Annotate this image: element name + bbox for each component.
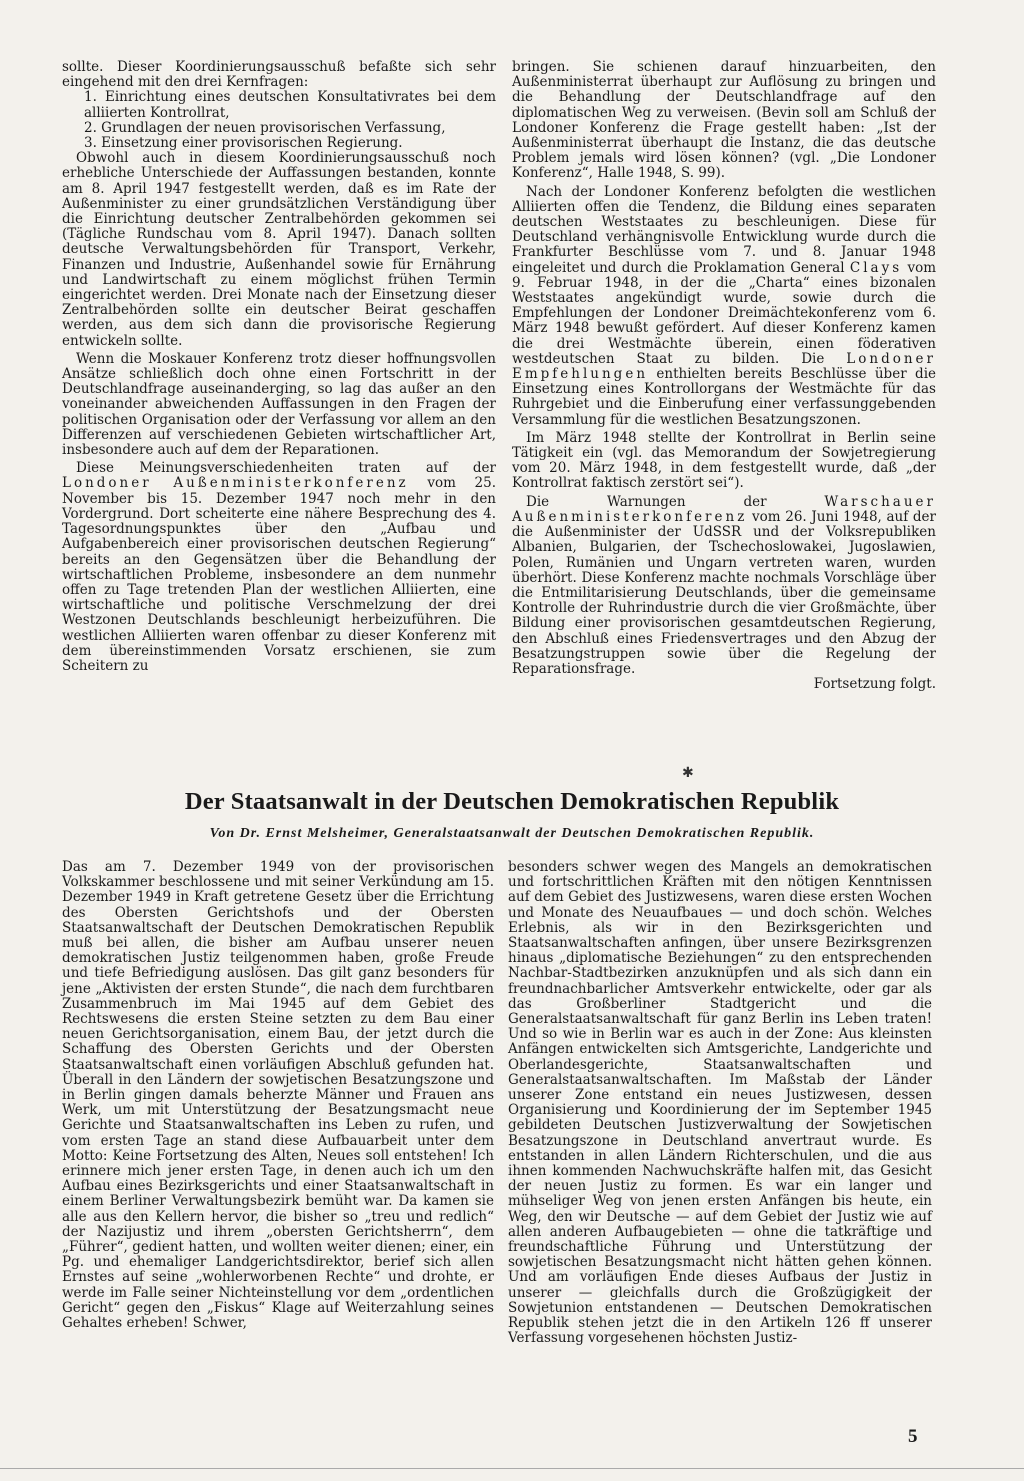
page-number: 5 bbox=[908, 1426, 918, 1447]
paragraph bbox=[62, 461, 496, 674]
ornament-mark: ✱ bbox=[682, 765, 694, 781]
text-run: enthielten bereits Beschlüsse über die Einsetzung eines Kontrollorgans der Westmächte für das Ruhrgebiet und die Einberufung einer verfassunggebenden Versammlung für die westlichen Besatzungszonen. bbox=[512, 366, 936, 428]
spaced-emphasis: Londoner Empfehlungen bbox=[512, 350, 936, 383]
spaced-emphasis: Warschauer Außenministerkonferenz bbox=[512, 493, 936, 525]
spaced-emphasis: Londoner Außenministerkonferenz bbox=[62, 475, 409, 492]
article-byline: Von Dr. Ernst Melsheimer, Generalstaatsanwalt der Deutschen Demokratischen Republik. bbox=[209, 826, 815, 841]
article-title: Der Staatsanwalt in der Deutschen Demokratischen Republik bbox=[184, 788, 840, 815]
text-run: vom 26. Juni 1948, auf der die Außenminister der UdSSR und der Volksrepubliken Albanien, Bulgarien, der Tschechoslowakei, Jugoslawien, Polen, Rumänien und Ungarn vertreten waren, wurden überhört. Diese Konferenz machte nochmals Vorschläge über die Entmilitarisierung Deutschlands, über die gemeinsame Kontrolle der Ruhrindustrie durch die vier Großmächte, über Bildung einer provisorischen gesamtdeutschen Regierung, den Abschluß eines Friedensvertrages und den Abzug der Besatzungstruppen sowie über die Regelung der Reparationsfrage. bbox=[512, 508, 936, 677]
paragraph: sollte. Dieser Koordinierungsausschuß befaßte sich sehr eingehend mit den drei Kernfragen: bbox=[62, 59, 496, 91]
paragraph: Wenn die Moskauer Konferenz trotz dieser hoffnungsvollen Ansätze schließlich doch ohne einen Fortschritt in der Deutschlandfrage auseinanderging, so lag das außer an den voneinander abweichenden Auffassungen in den Fragen der politischen Organisation oder der Verfassung vor allem an den Differenzen auf verschiedenen Gebieten wirtschaftlicher Art, insbesondere auch auf dem der Reparationen. bbox=[62, 350, 496, 459]
list-item: 3. Einsetzung einer provisorischen Regierung. bbox=[84, 135, 403, 152]
text-run: vom 9. Februar 1948, in der die „Charta“ eines bizonalen Weststaates angekündigt wurde, sowie durch die Empfehlungen der Londoner Dreimächtekonferenz vom 6. März 1948 bewußt gefördert. Auf dieser Konferenz kamen die drei Westmächte überein, einen föderativen westdeutschen Staat zu bilden. Die bbox=[512, 259, 937, 367]
paragraph: bringen. Sie schienen darauf hinzuarbeiten, den Außenministerrat überhaupt zur Auflösung zu bringen und die Behandlung der Deutschlandfrage auf den diplomatischen Weg zu verweisen. (Bevin soll am Schluß der Londoner Konferenz die Frage gestellt haben: „Ist der Außenministerrat überhaupt die Instanz, die das deutsche Problem jemals wird lösen können? (vgl. „Die Londoner Konferenz“, Halle 1948, S. 99). bbox=[512, 59, 936, 182]
text-run: vom 25. November bis 15. Dezember 1947 noch mehr in den Vordergrund. Dort scheiterte eine nähere Besprechung des 4. Tagesordnungspunktes über den „Aufbau und Aufgabenbereich einer provisorischen deutschen Regierung“ bereits an den Gegensätzen über die Behandlung der wirtschaftlichen Probleme, insbesondere an dem nunmehr offen zu Tage tretenden Plan der westlichen Alliierten, eine wirtschaftliche und politische Verschmelzung der drei Westzonen Deutschlands beschleunigt herbeizuführen. Die westlichen Alliierten waren offenbar zu dieser Konferenz mit dem übereinstimmenden Vorsatz erschienen, sie zum Scheitern zu bbox=[62, 475, 496, 674]
previous-article-column-right bbox=[512, 60, 936, 692]
text-run: Diese Meinungsverschiedenheiten traten auf der bbox=[76, 460, 496, 477]
paragraph: Im März 1948 stellte der Kontrollrat in Berlin seine Tätigkeit ein (vgl. das Memorandum der Sowjetregierung vom 20. März 1948, in dem festgestellt wurde, daß „der Kontrollrat faktisch zerstört sei“). bbox=[512, 429, 936, 492]
article-column-right bbox=[508, 860, 932, 1347]
bottom-rule bbox=[0, 1468, 1024, 1469]
list-item: 2. Grundlagen der neuen provisorischen Verfassung, bbox=[84, 119, 446, 136]
previous-article-column-left bbox=[62, 60, 496, 674]
paragraph: besonders schwer wegen des Mangels an demokratischen und fortschrittlichen Kräften mit den nötigen Kenntnissen auf dem Gebiet des Justizwesens, waren diese ersten Wochen und Monate des Neuaufbaues — und doch schön. Welches Erlebnis, als wir in den Bezirksgerichten und Staatsanwaltschaften anfingen, über unsere Bezirksgrenzen hinaus „diplomatische Beziehungen“ zu den entsprechenden Nachbar-Stadtbezirken anzuknüpfen und als sich dann ein freundnachbarlicher Amtsverkehr entwickelte, oder gar als das Großberliner Stadtgericht und die Generalstaatsanwaltschaft für ganz Berlin ins Leben traten! Und so wie in Berlin war es auch in der Zone: Aus kleinsten Anfängen entwickelten sich Amtsgerichte, Landgerichte und Oberlandesgerichte, Staatsanwaltschaften und Generalstaatsanwaltschaften. Im Maßstab der Länder unserer Zone entstand ein neues Justizwesen, dessen Organisierung und Koordinierung der im September 1945 gebildeten Deutschen Justizverwaltung der Sowjetischen Besatzungszone in Deutschland anvertraut wurde. Es entstanden in allen Ländern Richterschulen, und die aus ihnen kommenden Nachwuchskräfte halfen mit, das Gesicht der neuen Justiz zu formen. Es war ein langer und mühseliger Weg von jenen ersten Anfängen bis heute, ein Weg, den wir Deutsche — auf dem Gebiet der Justiz wie auf allen anderen Aufbaugebieten — ohne die tatkräftige und freundschaftliche Führung und Unterstützung der sowjetischen Besatzungsmacht nicht hätten gehen können. Und am vorläufigen Ende dieses Aufbaus der Justiz in unserer — gleichfalls durch die Großzügigkeit der Sowjetunion entstandenen — Deutschen Demokratischen Republik stehen jetzt die in den Artikeln 126 ff unserer Verfassung vorgesehenen höchsten Justiz- bbox=[508, 859, 932, 1347]
continuation-note: Fortsetzung folgt. bbox=[813, 676, 936, 693]
text-run: Nach der Londoner Konferenz befolgten die westlichen Alliierten offen die Tendenz, die Bildung eines separaten deutschen Weststaates zu beschleunigen. Diese für Deutschland verhängnisvolle Entwicklung wurde durch die Frankfurter Beschlüsse vom 7. und 8. Januar 1948 eingeleitet und durch die Proklamation General bbox=[512, 183, 936, 276]
paragraph: Das am 7. Dezember 1949 von der provisorischen Volkskammer beschlossene und mit seiner Verkündung am 15. Dezember 1949 in Kraft getretene Gesetz über die Errichtung des Obersten Gerichtshofs und der Obersten Staatsanwaltschaft der Deutschen Demokratischen Republik muß bei allen, die bisher am Aufbau unserer neuen demokratischen Justiz teilgenommen haben, große Freude und tiefe Befriedigung auslösen. Das gilt ganz besonders für jene „Aktivisten der ersten Stunde“, die nach dem furchtbaren Zusammenbruch im Mai 1945 auf dem Gebiet des Rechtswesens die ersten Steine setzten zu dem Bau einer neuen Gerichtsorganisation, einem Bau, der jetzt durch die Schaffung des Obersten Gerichts und der Obersten Staatsanwaltschaft einen vorläufigen Abschluß gefunden hat. Überall in den Ländern der sowjetischen Besatzungszone und in Berlin gingen damals beherzte Männer und Frauen ans Werk, um mit Unterstützung der Besatzungsmacht neue Gerichte und Staatsanwaltschaften ins Leben zu rufen, und vom ersten Tage an stand diese Aufbauarbeit unter dem Motto: Keine Fortsetzung des Alten, Neues soll entstehen! Ich erinnere mich jener ersten Tage, in denen auch ich um den Aufbau eines Bezirksgerichts und einer Staatsanwaltschaft in einem Berliner Verwaltungsbezirk bemüht war. Da kamen sie alle aus den Kellern hervor, die bisher so „treu und redlich“ der Nazijustiz und ihrem „obersten Gerichtsherrn“, dem „Führer“, gedient hatten, und wollten weiter dienen; einer, ein Pg. und ehemaliger Landgerichtsdirektor, berief sich allen Ernstes auf seine „wohlerworbenen Rechte“ und drohte, er werde im Falle seiner Nichteinstellung vor dem „ordentlichen Gericht“ gegen den „Fiskus“ Klage auf Weiterzahlung seines Gehaltes erheben! Schwer, bbox=[62, 859, 494, 1332]
article-column-left bbox=[62, 860, 494, 1331]
paragraph bbox=[512, 185, 936, 428]
paragraph bbox=[512, 495, 936, 677]
core-questions-list bbox=[62, 90, 496, 151]
spaced-emphasis: Clays bbox=[849, 259, 903, 276]
text-run: Die Warnungen der bbox=[526, 493, 767, 510]
list-item: 1. Einrichtung eines deutschen Konsultativrates bei dem alliierten Kontrollrat, bbox=[84, 89, 496, 121]
paragraph: Obwohl auch in diesem Koordinierungsausschuß noch erhebliche Unterschiede der Auffassungen bestanden, konnte am 8. April 1947 festgestellt werden, daß es im Rate der Außenminister zu einer grundsätzlichen Verständigung über die Einrichtung deutscher Zentralbehörden gekommen sei (Tägliche Rundschau vom 8. April 1947). Danach sollten deutsche Verwaltungsbehörden für Transport, Verkehr, Finanzen und Industrie, Außenhandel sowie für Ernährung und Landwirtschaft zu einem möglichst frühen Termin eingerichtet werden. Drei Monate nach der Einsetzung dieser Zentralbehörden sollte ein deutscher Beirat geschaffen werden, aus dem sich dann die provisorische Regierung entwickeln sollte. bbox=[62, 150, 496, 349]
